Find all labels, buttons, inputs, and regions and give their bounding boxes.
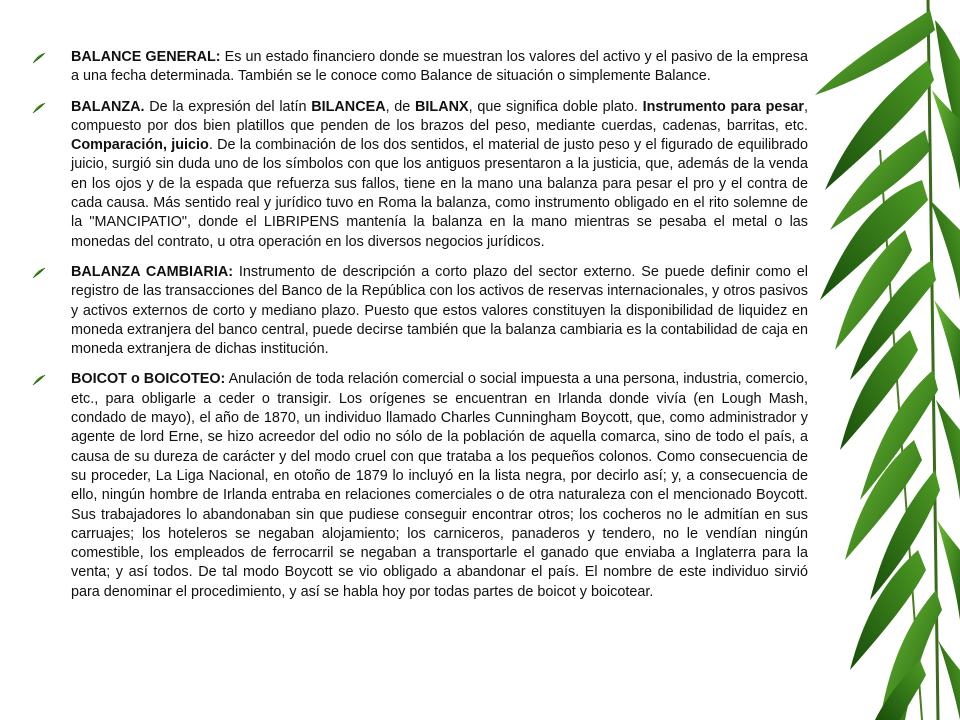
entry-text: , que significa doble plato. bbox=[468, 98, 643, 115]
bamboo-leaf-bullet-icon bbox=[32, 267, 46, 279]
entry-text: Es un estado financiero donde se muestran los valores del activo y el pasivo de la empresa a una fecha determinada. También se le conoce como Balance de situación o simplemente Balance. bbox=[71, 49, 809, 85]
bamboo-leaf-bullet-icon bbox=[32, 102, 46, 114]
entry-term: Instrumento para pesar bbox=[642, 98, 804, 115]
entry-term: BILANX bbox=[415, 98, 469, 115]
bamboo-leaf-bullet-icon bbox=[32, 374, 46, 386]
entry-text: . De la combinación de los dos sentidos, el material de justo peso y el figurado de equilibrado juicio, surgió sin duda uno de los símbolos con que los antiguos presentaron a la justicia, que, además de la venda en los ojos y de la espada que refuerza sus fallos, tiene en la mano una balanza para pesar el pro y el contra de cada causa. Más sentido real y jurídico tuvo en Roma la balanza, como instrumento obligado en el rito solemne de la "MANCIPATIO", donde el LIBRIPENS mantenía la balanza en la mano mientras se pesaba el metal o las monedas del contrato, u otra operación en los diversos negocios jurídicos. bbox=[71, 137, 808, 250]
entry-term: Comparación, juicio bbox=[71, 137, 209, 154]
glossary-content bbox=[30, 48, 808, 613]
entry-term: BOICOT o BOICOTEO: bbox=[71, 371, 226, 388]
entry-text: De la expresión del latín bbox=[144, 98, 312, 115]
entry-term: BALANZA CAMBIARIA: bbox=[71, 263, 234, 280]
glossary-entry bbox=[30, 98, 808, 252]
entry-text: , de bbox=[385, 98, 416, 115]
bamboo-leaves-image bbox=[810, 0, 960, 720]
glossary-entry bbox=[30, 263, 808, 359]
glossary-entry bbox=[30, 370, 808, 602]
glossary-entry bbox=[30, 48, 808, 87]
bamboo-leaf-bullet-icon bbox=[32, 52, 46, 64]
entry-term: BILANCEA bbox=[311, 98, 386, 115]
entry-text: Anulación de toda relación comercial o social impuesta a una persona, industria, comercio, etc., para obligarle a ceder o transigir. Los orígenes se encuentran en Irlanda donde vivía (en Lough Mash, condado de mayo), el año de 1870, un individuo llamado Charles Cunningham Boycott, que, como administrador y agente de lord Erne, se hizo acreedor del odio no sólo de la población de aquella comarca, sino de todo el país, a causa de su dureza de carácter y del modo cruel con que trataba a los pequeños colonos. Como consecuencia de su proceder, La Liga Nacional, en otoño de 1879 lo incluyó en la lista negra, por decirlo así; y, a consecuencia de ello, ningún hombre de Irlanda entraba en relaciones comerciales o de otra naturaleza con el mencionado Boycott. Sus trabajadores lo abandonaban sin que pudiese conseguir encontrar otros; los cocheros no le admitían en sus carruajes; los hoteleros se negaban alojamiento; los carniceros, panaderos y tendero, no le vendían ningún comestible, los empleados de ferrocarril se negaban a transportarle el ganado que enviaba a Inglaterra para la venta; y así todos. De tal modo Boycott se vio obligado a abandonar el país. El nombre de este individuo sirvió para denominar el procedimiento, y así se habla hoy por todas partes de boicot y boicotear. bbox=[71, 371, 808, 600]
entry-term: BALANZA. bbox=[71, 98, 145, 115]
entry-term: BALANCE GENERAL: bbox=[71, 49, 221, 65]
entry-text: , compuesto por dos bien platillos que penden de los brazos del peso, mediante cuerdas, cadenas, barritas, etc. bbox=[71, 98, 808, 134]
entry-text: Instrumento de descripción a corto plazo del sector externo. Se puede definir como el registro de las transacciones del Banco de la República con los activos de reservas internacionales, y otros pasivos y activos externos de corto y mediano plazo. Puesto que estos valores constituyen la disponibilidad de liquidez en moneda extranjera del banco central, puede decirse también que la balanza cambiaria es la contabilidad de caja en moneda extranjera de dichas institución. bbox=[71, 263, 808, 358]
